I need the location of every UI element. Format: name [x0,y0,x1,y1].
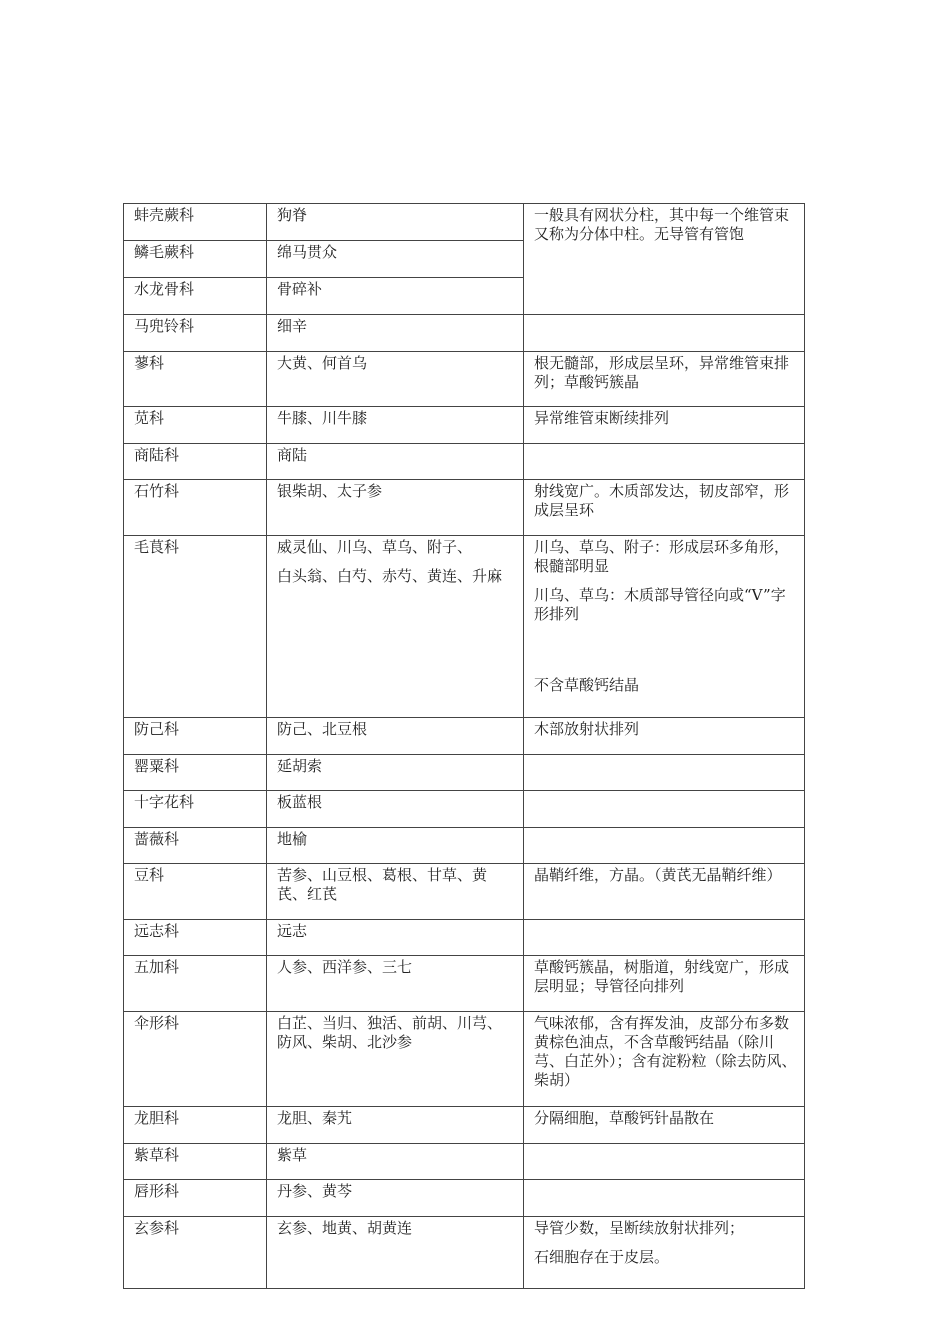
herbs-cell: 苦参、山豆根、葛根、甘草、黄芪、红芪 [267,864,524,920]
table-row [124,536,805,718]
note-cell: 木部放射状排列 [524,718,805,755]
family-cell: 蓼科 [124,352,267,407]
table-row [124,204,805,241]
herbs-cell: 狗脊 [267,204,524,241]
note-line: 川乌、草乌、附子：形成层环多角形，根髓部明显 [534,538,790,575]
herbs-line: 威灵仙、川乌、草乌、附子、 [277,538,473,556]
table-row [124,444,805,480]
family-cell: 马兜铃科 [124,315,267,352]
herbs-cell: 细辛 [267,315,524,352]
note-cell [524,828,805,864]
note-cell: 异常维管束断续排列 [524,407,805,444]
note-cell [524,1180,805,1217]
table-row [124,407,805,444]
family-cell: 伞形科 [124,1012,267,1107]
herbs-cell: 骨碎补 [267,278,524,315]
family-cell: 苋科 [124,407,267,444]
herbs-line: 白头翁、白芍、赤芍、黄连、升麻 [277,567,503,585]
note-line: 川乌、草乌：木质部导管径向或“V”字形排列 [534,586,786,623]
family-cell: 商陆科 [124,444,267,480]
herbs-cell: 人参、西洋参、三七 [267,956,524,1012]
fern-note-cell: 一般具有网状分柱，其中每一个维管束又称为分体中柱。无导管有管饱 [524,204,805,315]
herbs-cell: 白芷、当归、独活、前胡、川芎、防风、柴胡、北沙参 [267,1012,524,1107]
note-cell [524,536,805,718]
herbs-cell [267,536,524,718]
note-cell: 根无髓部，形成层呈环，异常维管束排列；草酸钙簇晶 [524,352,805,407]
herbs-cell: 商陆 [267,444,524,480]
table-row [124,755,805,791]
herbs-cell: 板蓝根 [267,791,524,828]
family-cell: 唇形科 [124,1180,267,1217]
table-row [124,718,805,755]
family-cell: 远志科 [124,920,267,956]
herbs-cell: 防己、北豆根 [267,718,524,755]
note-cell: 草酸钙簇晶，树脂道，射线宽广，形成层明显；导管径向排列 [524,956,805,1012]
table-row [124,315,805,352]
family-cell: 豆科 [124,864,267,920]
herbs-cell: 远志 [267,920,524,956]
family-cell: 蚌壳蕨科 [124,204,267,241]
herbs-cell: 延胡索 [267,755,524,791]
table-row [124,1144,805,1180]
family-cell: 毛茛科 [124,536,267,718]
table-row [124,1012,805,1107]
family-cell: 防己科 [124,718,267,755]
note-cell [524,444,805,480]
herbs-cell: 龙胆、秦艽 [267,1107,524,1144]
herbs-cell: 地榆 [267,828,524,864]
note-line: 导管少数，呈断续放射状排列； [534,1219,745,1237]
note-cell [524,755,805,791]
table-row [124,480,805,536]
note-cell [524,791,805,828]
note-cell: 分隔细胞，草酸钙针晶散在 [524,1107,805,1144]
herbs-cell: 大黄、何首乌 [267,352,524,407]
herbs-cell: 紫草 [267,1144,524,1180]
note-cell [524,1144,805,1180]
table-row [124,864,805,920]
herbs-cell: 牛膝、川牛膝 [267,407,524,444]
note-cell: 射线宽广。木质部发达，韧皮部窄，形成层呈环 [524,480,805,536]
herbs-cell: 丹参、黄芩 [267,1180,524,1217]
family-cell: 罂粟科 [124,755,267,791]
table-row [124,1107,805,1144]
herbs-cell: 银柴胡、太子参 [267,480,524,536]
table-row [124,791,805,828]
family-cell: 五加科 [124,956,267,1012]
note-cell [524,920,805,956]
note-line: 石细胞存在于皮层。 [534,1248,670,1266]
family-cell: 紫草科 [124,1144,267,1180]
table-row [124,956,805,1012]
herb-family-table [123,203,805,1289]
table-row [124,1217,805,1289]
table-row [124,352,805,407]
note-cell: 晶鞘纤维，方晶。（黄芪无晶鞘纤维） [524,864,805,920]
family-cell: 鳞毛蕨科 [124,241,267,278]
note-cell [524,315,805,352]
note-cell: 气味浓郁，含有挥发油，皮部分布多数黄棕色油点，不含草酸钙结晶（除川芎、白芷外）；含有淀粉粒（除去防风、柴胡） [524,1012,805,1107]
note-line: 不含草酸钙结晶 [534,676,640,694]
family-cell: 水龙骨科 [124,278,267,315]
note-cell [524,1217,805,1289]
family-cell: 龙胆科 [124,1107,267,1144]
table-row [124,920,805,956]
table-row [124,1180,805,1217]
herbs-cell: 玄参、地黄、胡黄连 [267,1217,524,1289]
family-cell: 蔷薇科 [124,828,267,864]
table-row [124,828,805,864]
family-cell: 玄参科 [124,1217,267,1289]
herbs-cell: 绵马贯众 [267,241,524,278]
family-cell: 石竹科 [124,480,267,536]
family-cell: 十字花科 [124,791,267,828]
